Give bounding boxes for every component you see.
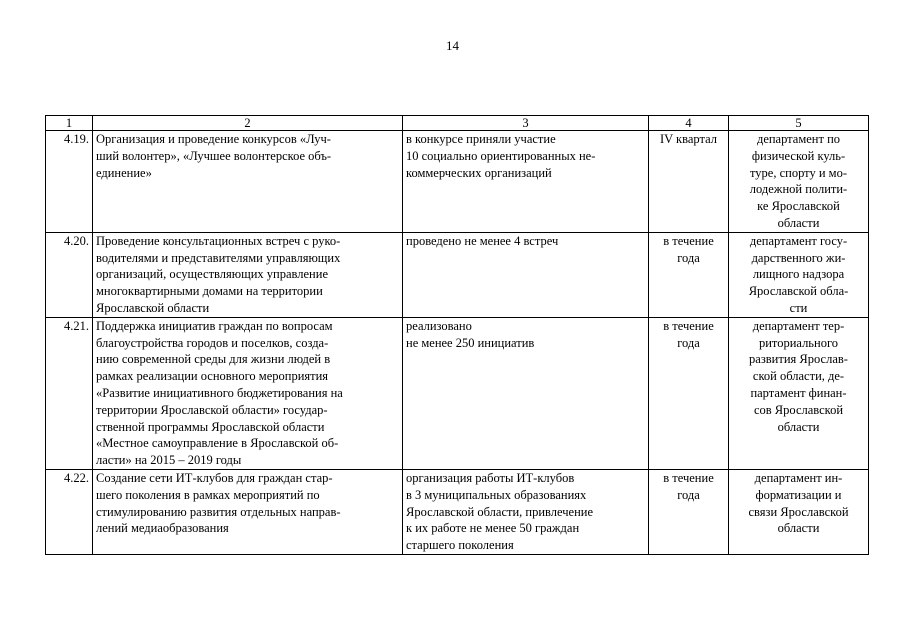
cell-text-line: Ярославской области <box>96 300 210 315</box>
table-row <box>46 469 869 554</box>
cell-text-line: проведено не менее 4 встреч <box>406 233 559 248</box>
cell-text-line: нию современной среды для жизни людей в <box>96 352 331 367</box>
cell-text-line: ской области, де- <box>752 369 845 384</box>
cell-text-line: IV квартал <box>659 132 718 146</box>
cell-text-line: стимулированию развития отдельных направ- <box>96 504 341 519</box>
cell-text-line: дарственного жи- <box>751 250 846 265</box>
column-header-2: 2 <box>93 116 403 131</box>
cell-text-line: лений медиаобразования <box>96 521 229 536</box>
column-header-5: 5 <box>729 116 869 131</box>
cell-text-line: к их работе не менее 50 граждан <box>406 521 580 536</box>
cell-text-line: Поддержка инициатив граждан по вопросам <box>96 318 333 333</box>
cell-text-line: года <box>677 487 700 502</box>
cell-text-line: года <box>677 250 700 265</box>
cell-text-line: года <box>677 335 700 350</box>
cell-text-line: многоквартирными домами на территории <box>96 284 323 299</box>
cell-text-line: ке Ярославской <box>757 199 840 214</box>
cell-text-line: Ярославской области, привлечение <box>406 504 593 519</box>
cell-text-line: форматизации и <box>755 487 842 502</box>
table-row <box>46 232 869 317</box>
cell-text-line: территории Ярославской области» государ- <box>96 402 328 417</box>
cell-text-line: Ярославской обла- <box>748 284 849 299</box>
cell-text-line: в течение <box>663 470 714 485</box>
cell-text-line: лищного надзора <box>752 267 845 282</box>
cell-text-line: старшего поколения <box>406 538 514 553</box>
cell-text-line: рамках реализации основного мероприятия <box>96 369 329 384</box>
cell-text-line: в конкурсе приняли участие <box>406 132 556 146</box>
term-cell <box>649 317 729 469</box>
cell-text-line: ший волонтер», «Лучшее волонтерское объ- <box>96 148 332 163</box>
cell-text-line: в течение <box>663 318 714 333</box>
cell-text-line: департамент ин- <box>754 470 843 485</box>
event-name-cell <box>93 317 403 469</box>
result-cell <box>403 232 649 317</box>
row-number: 4.19. <box>46 131 93 233</box>
cell-text-line: коммерческих организаций <box>406 165 552 180</box>
result-cell <box>403 469 649 554</box>
executor-cell <box>729 232 869 317</box>
executor-cell <box>729 131 869 233</box>
cell-text-line: «Местное самоуправление в Ярославской об- <box>96 436 339 451</box>
cell-text-line: благоустройства городов и поселков, созда- <box>96 335 329 350</box>
cell-text-line: риториального <box>758 335 839 350</box>
cell-text-line: туре, спорту и мо- <box>750 165 847 180</box>
column-header-1: 1 <box>46 116 93 131</box>
cell-text-line: реализовано <box>406 318 472 333</box>
cell-text-line: ственной программы Ярославской области <box>96 419 325 434</box>
executor-cell <box>729 317 869 469</box>
event-name-cell <box>93 469 403 554</box>
table-body <box>46 131 869 555</box>
table-header-row <box>46 116 869 131</box>
cell-text-line: партамент финан- <box>750 385 847 400</box>
cell-text-line: развития Ярослав- <box>749 352 848 367</box>
cell-text-line: единение» <box>96 165 152 180</box>
page-number: 14 <box>446 38 459 53</box>
cell-text-line: области <box>777 521 820 536</box>
cell-text-line: сов Ярославской <box>753 402 844 417</box>
cell-text-line: области <box>777 419 820 434</box>
cell-text-line: связи Ярославской <box>748 504 849 519</box>
cell-text-line: водителями и представителями управляющих <box>96 250 341 265</box>
cell-text-line: Создание сети ИТ-клубов для граждан стар- <box>96 470 333 485</box>
cell-text-line: лодежной полити- <box>749 182 848 197</box>
plan-table <box>45 115 869 555</box>
cell-text-line: организаций, осуществляющих управление <box>96 267 328 282</box>
cell-text-line: области <box>777 215 820 230</box>
result-cell <box>403 317 649 469</box>
column-header-4: 4 <box>649 116 729 131</box>
cell-text-line: физической куль- <box>751 148 846 163</box>
cell-text-line: в течение <box>663 233 714 248</box>
cell-text-line: департамент по <box>756 132 841 146</box>
table-row <box>46 317 869 469</box>
row-number: 4.21. <box>46 317 93 469</box>
executor-cell <box>729 469 869 554</box>
cell-text-line: сти <box>789 300 808 315</box>
table-row <box>46 131 869 233</box>
row-number: 4.22. <box>46 469 93 554</box>
cell-text-line: в 3 муниципальных образованиях <box>406 487 587 502</box>
cell-text-line: «Развитие инициативного бюджетирования на <box>96 385 343 400</box>
cell-text-line: шего поколения в рамках мероприятий по <box>96 487 320 502</box>
cell-text-line: 10 социально ориентированных не- <box>406 148 596 163</box>
cell-text-line: Организация и проведение конкурсов «Луч- <box>96 132 331 146</box>
event-name-cell <box>93 131 403 233</box>
event-name-cell <box>93 232 403 317</box>
row-number: 4.20. <box>46 232 93 317</box>
cell-text-line: ласти» на 2015 – 2019 годы <box>96 453 242 468</box>
term-cell <box>649 232 729 317</box>
cell-text-line: департамент госу- <box>749 233 848 248</box>
cell-text-line: не менее 250 инициатив <box>406 335 535 350</box>
result-cell <box>403 131 649 233</box>
cell-text-line: департамент тер- <box>752 318 845 333</box>
cell-text-line: Проведение консультационных встреч с руко- <box>96 233 341 248</box>
cell-text-line: организация работы ИТ-клубов <box>406 470 575 485</box>
term-cell <box>649 131 729 233</box>
column-header-3: 3 <box>403 116 649 131</box>
term-cell <box>649 469 729 554</box>
